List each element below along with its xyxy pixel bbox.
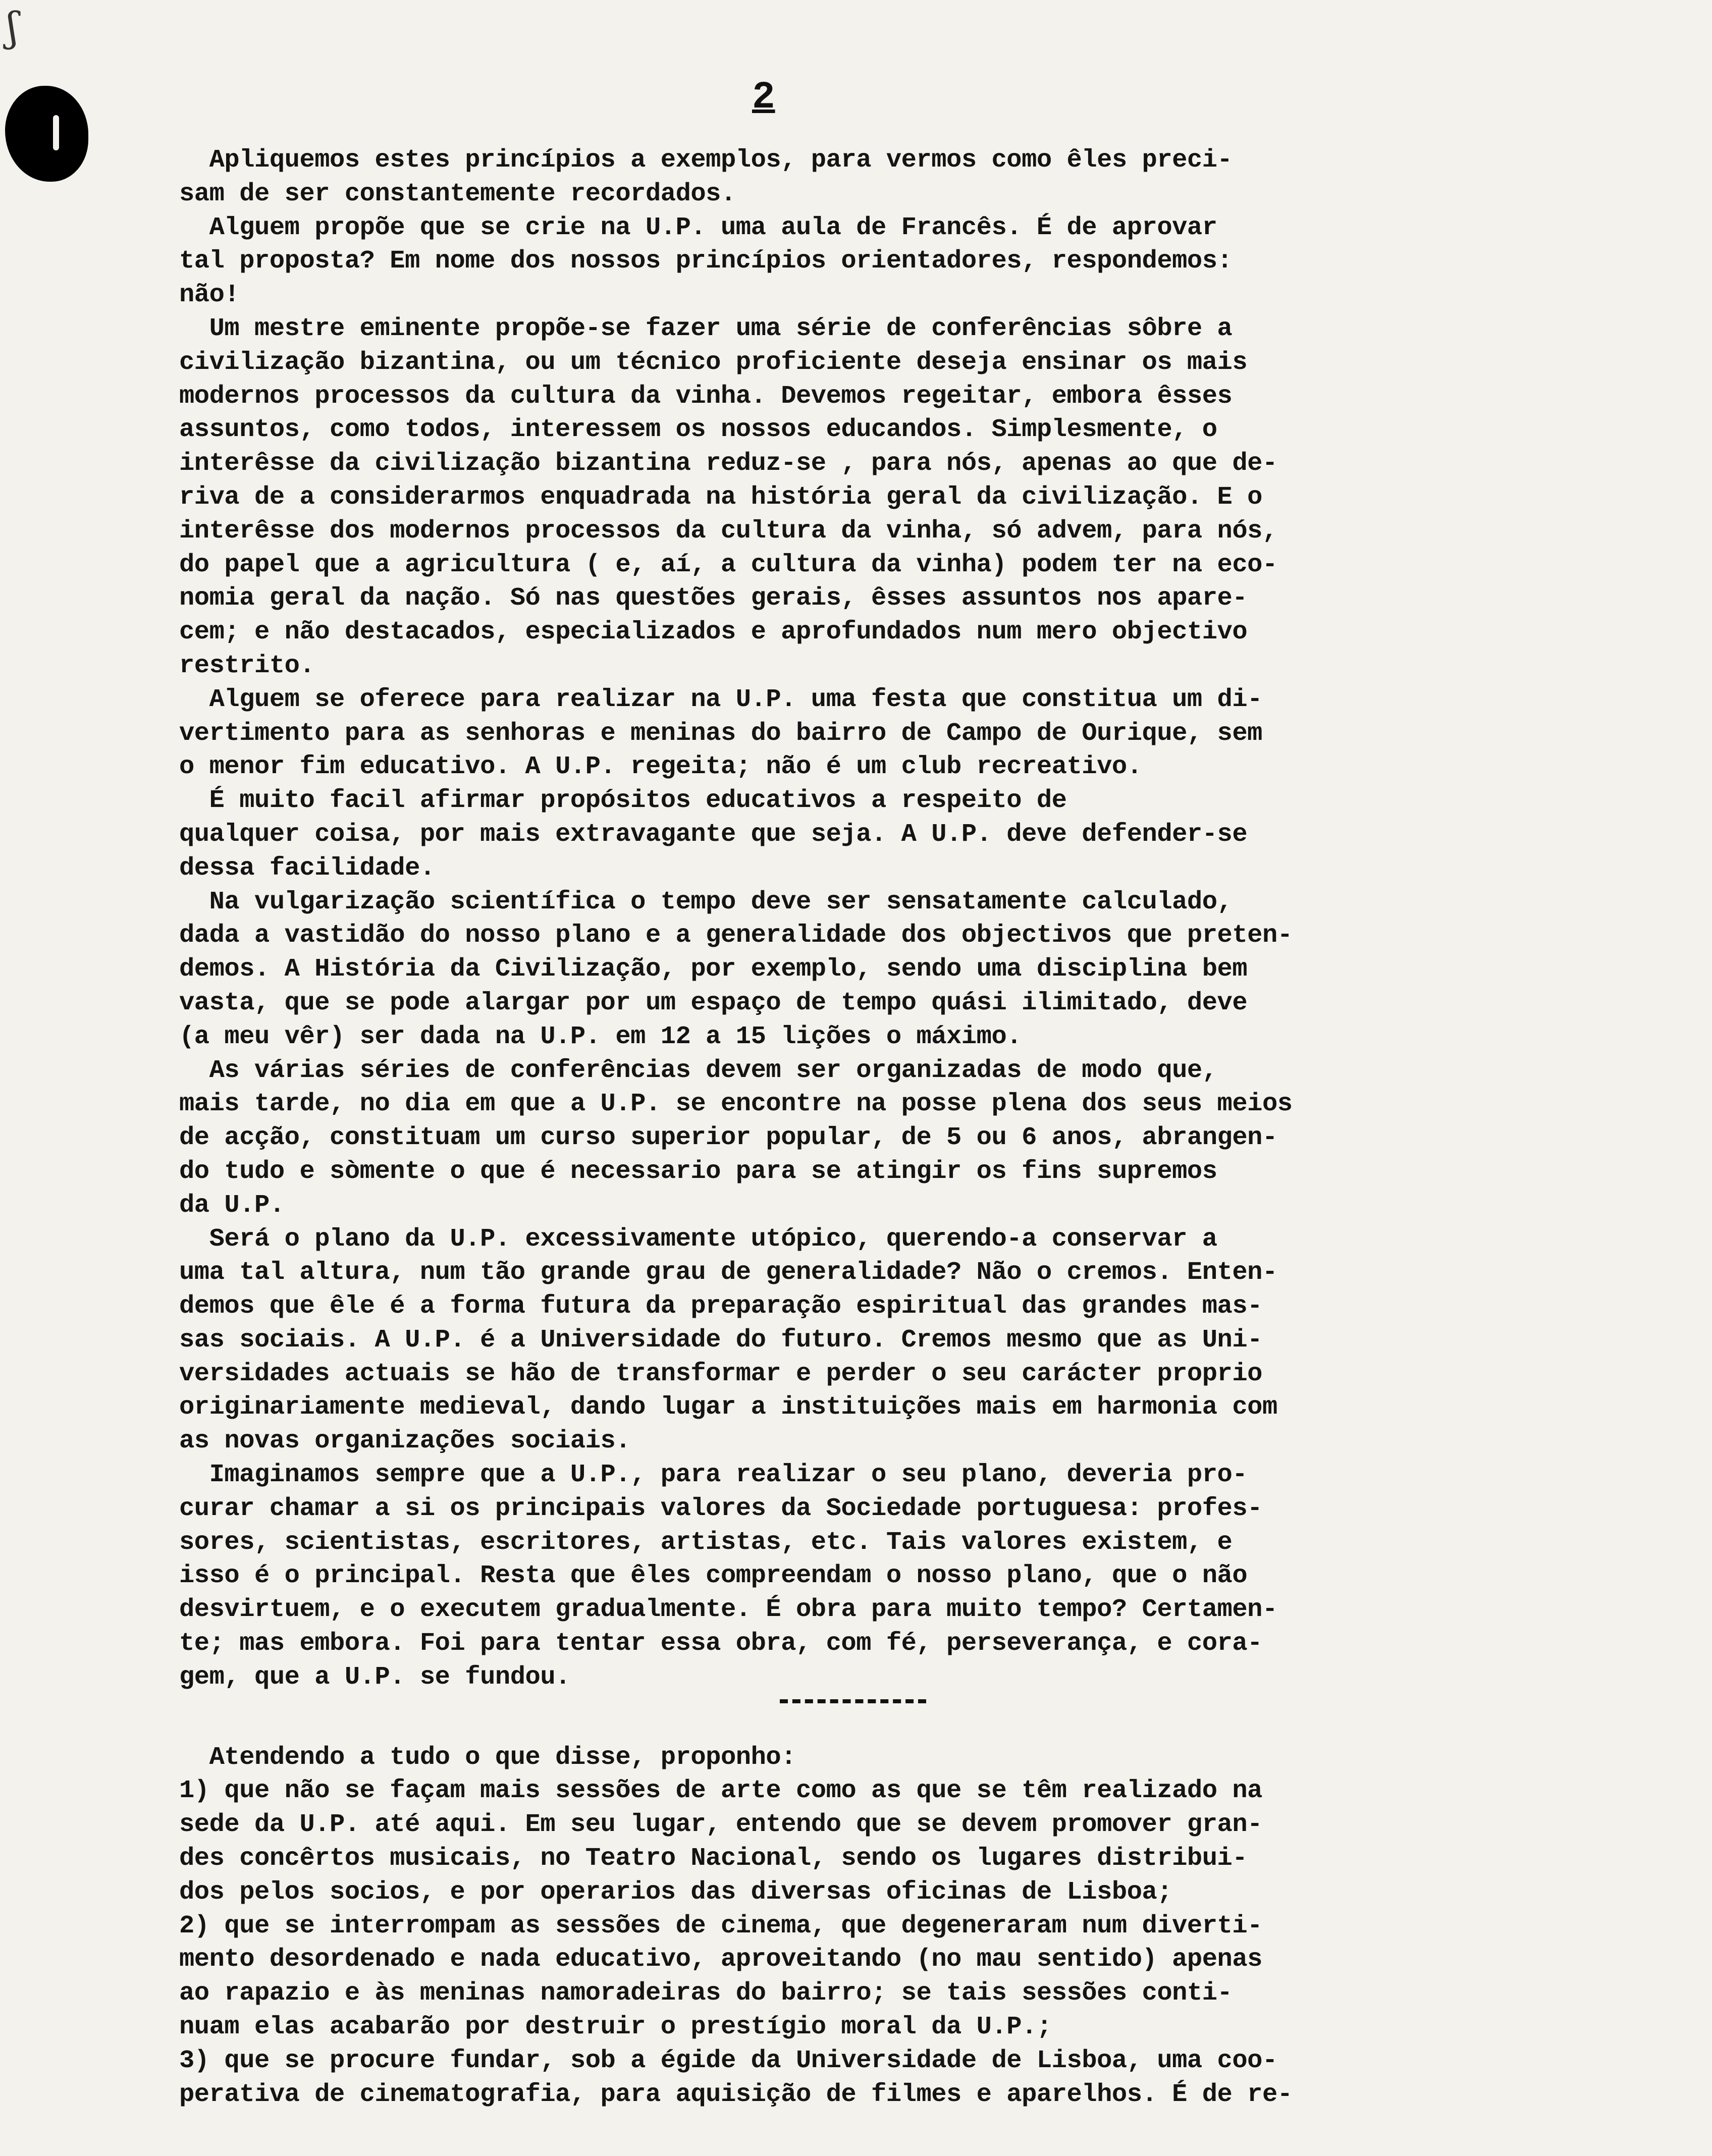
text-line: sas sociais. A U.P. é a Universidade do futuro. Cremos mesmo que as Uni- [179,1325,1262,1355]
text-line: 3) que se procure fundar, sob a égide da Universidade de Lisboa, uma coo- [179,2046,1277,2075]
text-line: da U.P. [179,1191,285,1220]
text-line: demos. A História da Civilização, por exemplo, sendo uma disciplina bem [179,955,1248,984]
text-line: nuam elas acabarão por destruir o prestígio moral da U.P.; [179,2013,1052,2042]
paragraph [179,211,1668,312]
text-line: demos que êle é a forma futura da preparação espiritual das grandes mas- [179,1292,1262,1321]
text-line: te; mas embora. Foi para tentar essa obra, com fé, perseverança, e cora- [179,1629,1262,1658]
text-line: dada a vastidão do nosso plano e a generalidade dos objectivos que preten- [179,921,1293,950]
text-line: des concêrtos musicais, no Teatro Nacional, sendo os lugares distribui- [179,1844,1248,1873]
text-line: Atendendo a tudo o que disse, proponho: [179,1743,796,1772]
text-line: o menor fim educativo. A U.P. regeita; não é um club recreativo. [179,752,1142,782]
text-line: Imaginamos sempre que a U.P., para realizar o seu plano, deveria pro- [179,1461,1248,1490]
text-line: assuntos, como todos, interessem os nossos educandos. Simplesmente, o [179,415,1217,445]
text-line: gem, que a U.P. se fundou. [179,1662,570,1692]
text-line: uma tal altura, num tão grande grau de generalidade? Não o cremos. Enten- [179,1258,1277,1287]
text-line: 1) que não se façam mais sessões de arte como as que se têm realizado na [179,1776,1262,1806]
section-separator [780,1699,926,1703]
text-line: cem; e não destacados, especializados e aprofundados num mero objectivo [179,618,1248,647]
text-line: sores, scientistas, escritores, artistas, etc. Tais valores existem, e [179,1528,1233,1557]
text-line: qualquer coisa, por mais extravagante que seja. A U.P. deve defender-se [179,820,1248,849]
text-line: originariamente medieval, dando lugar a instituições mais em harmonia com [179,1393,1277,1422]
text-line: versidades actuais se hão de transformar e perder o seu carácter proprio [179,1359,1262,1388]
text-line: civilização bizantina, ou um técnico proficiente deseja ensinar os mais [179,348,1248,377]
text-line: sam de ser constantemente recordados. [179,179,736,208]
text-line: desvirtuem, e o executem gradualmente. É obra para muito tempo? Certamen- [179,1595,1277,1625]
text-line: dessa facilidade. [179,853,435,883]
paragraph [179,144,1668,211]
text-line: perativa de cinematografia, para aquisição de filmes e aparelhos. É de re- [179,2080,1293,2109]
document-body [179,144,1668,2112]
text-line: Alguem propõe que se crie na U.P. uma aula de Francês. É de aprovar [179,213,1217,242]
text-line: As várias séries de conferências devem ser organizadas de modo que, [179,1056,1217,1085]
text-line: modernos processos da cultura da vinha. Devemos regeitar, embora êsses [179,382,1233,411]
text-line: Será o plano da U.P. excessivamente utópico, querendo-a conservar a [179,1224,1217,1254]
page-number: 2 [752,76,775,119]
text-line: isso é o principal. Resta que êles compreendam o nosso plano, que o não [179,1561,1248,1591]
paragraph [179,1223,1668,1459]
text-line: não! [179,281,240,310]
text-line: dos pelos socios, e por operarios das diversas oficinas de Lisboa; [179,1877,1172,1907]
paragraph [179,683,1668,784]
text-line: interêsse da civilização bizantina reduz-se , para nós, apenas ao que de- [179,449,1277,478]
paragraph [179,1459,1668,1695]
text-line: Um mestre eminente propõe-se fazer uma série de conferências sôbre a [179,314,1233,343]
text-line: do papel que a agricultura ( e, aí, a cultura da vinha) podem ter na eco- [179,550,1277,579]
text-line: nomia geral da nação. Só nas questões gerais, êsses assuntos nos apare- [179,584,1248,613]
text-line: ao rapazio e às meninas namoradeiras do bairro; se tais sessões conti- [179,1979,1233,2008]
text-line: 2) que se interrompam as sessões de cinema, que degeneraram num diverti- [179,1911,1262,1941]
paragraph [179,886,1668,1054]
text-line: interêsse dos modernos processos da cultura da vinha, só advem, para nós, [179,516,1277,546]
paragraph [179,1054,1668,1223]
text-line: riva de a considerarmos enquadrada na história geral da civilização. E o [179,482,1262,512]
text-line: curar chamar a si os principais valores da Sociedade portuguesa: profes- [179,1494,1262,1523]
text-line: tal proposta? Em nome dos nossos princípios orientadores, respondemos: [179,247,1233,276]
text-line: do tudo e sòmente o que é necessario para se atingir os fins supremos [179,1157,1217,1186]
text-line: vertimento para as senhoras e meninas do bairro de Campo de Ourique, sem [179,719,1262,748]
text-line: sede da U.P. até aqui. Em seu lugar, entendo que se devem promover gran- [179,1810,1262,1840]
paragraph [179,1741,1668,2112]
paragraph [179,312,1668,683]
text-line: de acção, constituam um curso superior popular, de 5 ou 6 anos, abrangen- [179,1123,1277,1153]
text-line: restrito. [179,651,315,680]
text-line: Apliquemos estes princípios a exemplos, para vermos como êles preci- [179,146,1233,175]
text-line: Alguem se oferece para realizar na U.P. uma festa que constitua um di- [179,685,1262,714]
handwritten-mark: ʃ [7,4,18,50]
paragraph [179,784,1668,885]
text-line: vasta, que se pode alargar por um espaço de tempo quási ilimitado, deve [179,988,1248,1017]
text-line: Na vulgarização scientífica o tempo deve ser sensatamente calculado, [179,887,1233,917]
text-line: mento desordenado e nada educativo, aproveitando (no mau sentido) apenas [179,1945,1262,1974]
text-line: mais tarde, no dia em que a U.P. se encontre na posse plena dos seus meios [179,1090,1293,1119]
text-line: as novas organizações sociais. [179,1427,631,1456]
text-line: É muito facil afirmar propósitos educativos a respeito de [179,786,1067,816]
punch-hole [5,86,88,182]
text-line: (a meu vêr) ser dada na U.P. em 12 a 15 lições o máximo. [179,1022,1022,1051]
